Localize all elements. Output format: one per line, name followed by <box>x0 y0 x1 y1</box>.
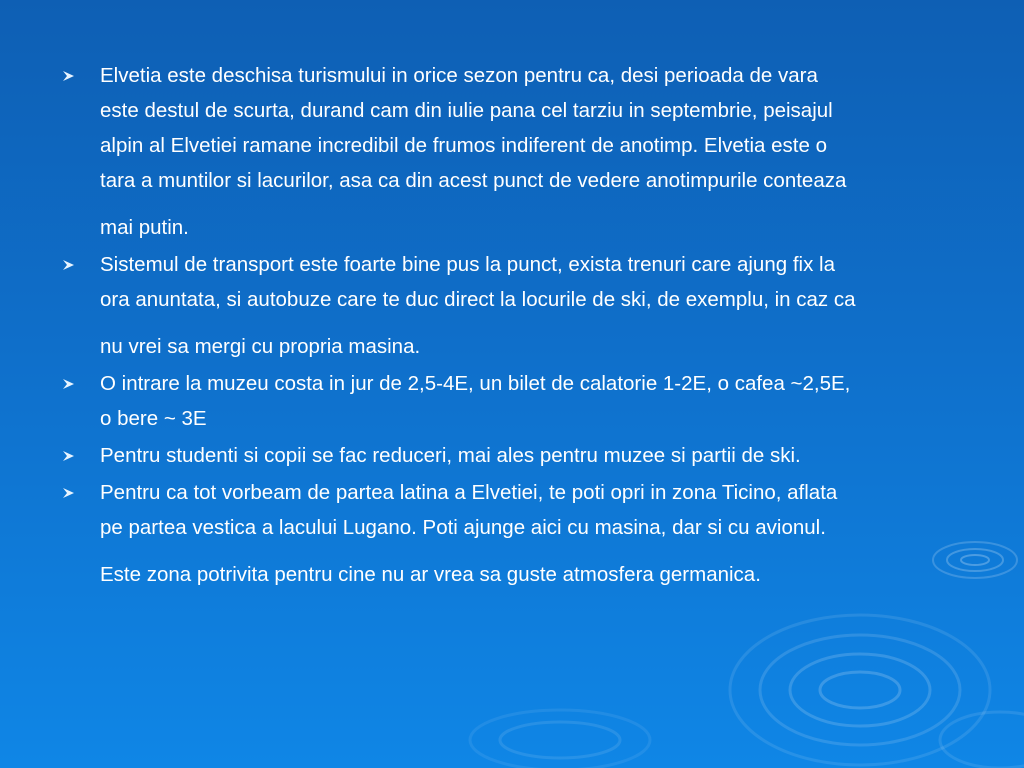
bullet-line: Este zona potrivita pentru cine nu ar vrea sa guste atmosfera germanica. <box>100 563 761 586</box>
bullet-item <box>62 438 962 473</box>
arrow-bullet-icon <box>62 378 76 390</box>
bullet-line: mai putin. <box>100 216 189 239</box>
bullet-list <box>62 58 962 592</box>
arrow-bullet-icon <box>62 450 76 462</box>
bullet-item <box>62 247 962 364</box>
bullet-line: o bere ~ 3E <box>100 407 207 430</box>
bullet-line: ora anuntata, si autobuze care te duc direct la locurile de ski, de exemplu, in caz ca <box>100 288 856 311</box>
bullet-line: Sistemul de transport este foarte bine pus la punct, exista trenuri care ajung fix la <box>100 253 835 276</box>
bullet-line: pe partea vestica a lacului Lugano. Poti ajunge aici cu masina, dar si cu avionul. <box>100 516 826 539</box>
bullet-line: tara a muntilor si lacurilor, asa ca din acest punct de vedere anotimpurile conteaza <box>100 169 847 192</box>
bullet-item <box>62 475 962 592</box>
bullet-line: Pentru ca tot vorbeam de partea latina a Elvetiei, te poti opri in zona Ticino, aflata <box>100 481 838 504</box>
bullet-line: O intrare la muzeu costa in jur de 2,5-4E, un bilet de calatorie 1-2E, o cafea ~2,5E, <box>100 372 851 395</box>
bullet-line: Elvetia este deschisa turismului in orice sezon pentru ca, desi perioada de vara <box>100 64 818 87</box>
bullet-line: Pentru studenti si copii se fac reduceri, mai ales pentru muzee si partii de ski. <box>100 444 801 467</box>
arrow-bullet-icon <box>62 70 76 82</box>
bullet-line: alpin al Elvetiei ramane incredibil de frumos indiferent de anotimp. Elvetia este o <box>100 134 827 157</box>
bullet-item <box>62 366 962 436</box>
bullet-line: este destul de scurta, durand cam din iulie pana cel tarziu in septembrie, peisajul <box>100 99 833 122</box>
arrow-bullet-icon <box>62 259 76 271</box>
bullet-line: nu vrei sa mergi cu propria masina. <box>100 335 421 358</box>
arrow-bullet-icon <box>62 487 76 499</box>
bullet-item <box>62 58 962 245</box>
